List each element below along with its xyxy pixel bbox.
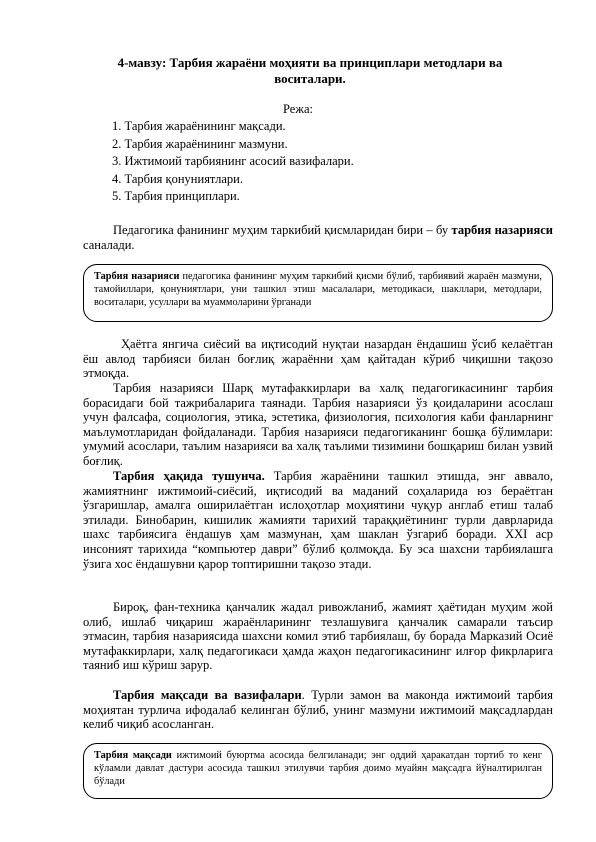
paragraph-approach: Ҳаётга янгича сиёсий ва иқтисодий нуқтаи назардан ёндашиш ўсиб келаётган ёш авлод тарбияси билан боғлиқ жараённи ҳам қайтадан кўриб чиқишни тақозо этмоқда. bbox=[83, 337, 553, 381]
plan-item: 5. Тарбия принциплари. bbox=[112, 189, 240, 203]
paragraph-upbringing-concept: Тарбия ҳақида тушунча. Тарбия жараёнини ташкил этишда, энг аввало, жамиятнинг ижтимоий-сиёсий, иқтисодий ва маданий соҳаларида юз бераётган ўзгаришлар, амалга оширилаётган ислоҳотлар моҳиятини чуқур англаб етиш талаб этилади. Бинобарин, кишилик жамияти тарихий тараққиётининг турли даврларида шахс тарбиясига ёндашув ҳам мазмунан, ҳам шаклан ўзгариб боради. XXI аср инсоният тарихида “компьютер даври” бўлиб қолмоқда. Бу эса шахсни тарбиялашга ўзига хос ёндашувни қарор топтиришни тақозо этади. bbox=[83, 469, 553, 571]
plan-heading: Режа: bbox=[283, 102, 313, 116]
definition-box-theory: Тарбия назарияси педагогика фанининг муҳим таркибий қисми бўлиб, тарбиявий жараён мазмуни, тамойиллари, қонуниятлари, уни ташкил этиш масалалари, методикаси, шакллари, методлари, воситалари, усуллари ва муаммоларини ўрганади bbox=[83, 264, 553, 322]
plan-item: 4. Тарбия қонуниятлари. bbox=[112, 171, 243, 186]
paragraph-theory-foundations: Тарбия назарияси Шарқ мутафаккирлари ва халқ педагогикасининг тарбия борасидаги бой тажрибаларига таянади. Тарбия назарияси ўз қоидаларини асослаш учун фалсафа, социология, этика, эстетика, физиология, психология каби фанларнинг маълумотларидан фойдаланади. Тарбия назарияси педагогиканинг бошқа бўлимлари: умумий асослари, таълим назарияси ва халқ таълими тизимини бошқариш билан узвий боғлиқ. bbox=[83, 381, 553, 468]
definition-box-goal: Тарбия мақсади ижтимоий буюртма асосида белгиланади; энг оддий ҳаракатдан тортиб то кенг кўламли давлат дастури асосида ташкил этилувчи тарбия доимо муайян мақсадга йўналтирилган бўлади bbox=[83, 743, 553, 799]
page-title: 4-мавзу: Тарбия жараёни моҳияти ва принциплари методлари ва воситалари. bbox=[117, 55, 503, 86]
plan-item: 2. Тарбия жараёнининг мазмуни. bbox=[112, 136, 288, 151]
plan-list bbox=[112, 118, 354, 206]
paragraph-science-technology: Бироқ, фан-техника қанчалик жадал ривожланиб, жамият ҳаётидан муҳим жой олиб, ишлаб чиқариш жараёнларининг тезлашувига қанчалик самарали таъсир этмасин, тарбия назариясида шахсни комил этиб тарбиялаш, бу борада Марказий Осиё мутафаккирлари, халқ педагогикаси ҳамда жаҳон педагогикасининг илғор фикрларига таяниб иш кўриш зарур. bbox=[83, 600, 553, 673]
intro-paragraph: Педагогика фанининг муҳим таркибий қисмларидан бири – бу тарбия назарияси саналади. bbox=[83, 223, 553, 252]
plan-item: 3. Ижтимоий тарбиянинг асосий вазифалари. bbox=[112, 154, 354, 168]
paragraph-goals-tasks: Тарбия мақсади ва вазифалари. Турли замон ва маконда ижтимоий тарбия моҳиятан турлича ифодалаб келинган бўлиб, унинг мазмуни ижтимоий мақсадлардан келиб чиқиб асосланган. bbox=[83, 688, 553, 732]
plan-item: 1. Тарбия жараёнининг мақсади. bbox=[112, 119, 286, 133]
